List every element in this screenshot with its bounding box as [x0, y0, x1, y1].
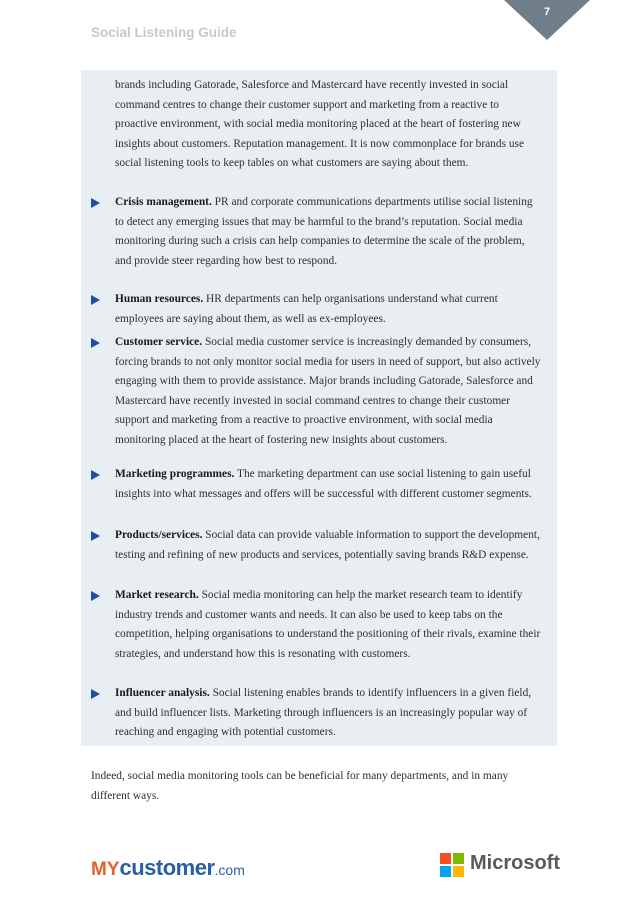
page-number: 7	[543, 6, 551, 18]
list-item-customer-service	[91, 333, 543, 450]
item-body: HR departments can help organisations understand what current employees are saying about them, as well as ex-employees.	[115, 293, 498, 325]
item-body: Social media monitoring can help the market research team to identify industry trends and customer wants and needs. It can also be used to keep tabs on the competition, helping organisations to understand the positioning of their rivals, examine their strategies, and understand how this is resonating with customers.	[115, 589, 541, 660]
item-body: Social listening enables brands to identify influencers in a given field, and build influencer lists. Marketing through influencers is an increasingly popular way of reaching and engaging with potential customers.	[115, 687, 532, 738]
bullet-arrow-icon	[91, 295, 100, 305]
logo-com: .com	[214, 862, 245, 878]
logo-my: MY	[91, 859, 120, 880]
bullet-arrow-icon	[91, 531, 100, 541]
microsoft-logo-icon	[440, 853, 464, 877]
list-item-crisis-management	[91, 193, 543, 271]
item-title: Customer service.	[115, 336, 203, 348]
list-item-marketing-programmes	[91, 465, 543, 504]
item-body: Social media customer service is increasingly demanded by consumers, forcing brands to not only monitor social media for users in need of support, but also actively engaging with them to provide assistance. Major brands including Gatorade, Salesforce and Mastercard have recently invested in social command centres to change their customer support and marketing from a reactive to proactive environment, with social media monitoring placed at the heart of fostering new insights about customers.	[115, 336, 541, 446]
list-item-market-research	[91, 586, 543, 664]
closing-paragraph: Indeed, social media monitoring tools can be beneficial for many departments, and in many different ways.	[91, 770, 509, 802]
list-item-influencer-analysis	[91, 684, 543, 743]
bullet-arrow-icon	[91, 338, 100, 348]
item-title: Products/services.	[115, 529, 203, 541]
item-title: Influencer analysis.	[115, 687, 210, 699]
item-body: PR and corporate communications departments utilise social listening to detect any emerging issues that may be harmful to the brand’s reputation. Social media monitoring during such a crisis can help companies to determine the scale of the problem, and provide steer regarding how best to respond.	[115, 196, 533, 267]
item-title: Marketing programmes.	[115, 468, 235, 480]
item-title: Market research.	[115, 589, 199, 601]
item-title: Human resources.	[115, 293, 204, 305]
bullet-arrow-icon	[91, 591, 100, 601]
logo-customer: customer	[119, 855, 215, 880]
list-item-human-resources	[91, 290, 543, 329]
bullet-arrow-icon	[91, 470, 100, 480]
item-body: Social data can provide valuable information to support the development, testing and refining of new products and services, potentially saving brands R&D expense.	[115, 529, 540, 561]
lead-paragraph: brands including Gatorade, Salesforce and Mastercard have recently invested in social command centres to change their customer support and marketing from a reactive to proactive environment, with social media monitoring placed at the heart of fostering new insights about customers. Reputation management. It is now commonplace for brands use social listening tools to keep tables on what customers are saying about them.	[115, 79, 525, 169]
item-title: Crisis management.	[115, 196, 212, 208]
document-title: Social Listening Guide	[91, 25, 237, 40]
microsoft-wordmark: Microsoft	[470, 852, 560, 874]
item-body: The marketing department can use social listening to gain useful insights into what messages and offers will be successful with different customer segments.	[115, 468, 532, 500]
bullet-arrow-icon	[91, 198, 100, 208]
list-item-products-services	[91, 526, 543, 565]
bullet-arrow-icon	[91, 689, 100, 699]
mycustomer-logo	[91, 855, 245, 881]
